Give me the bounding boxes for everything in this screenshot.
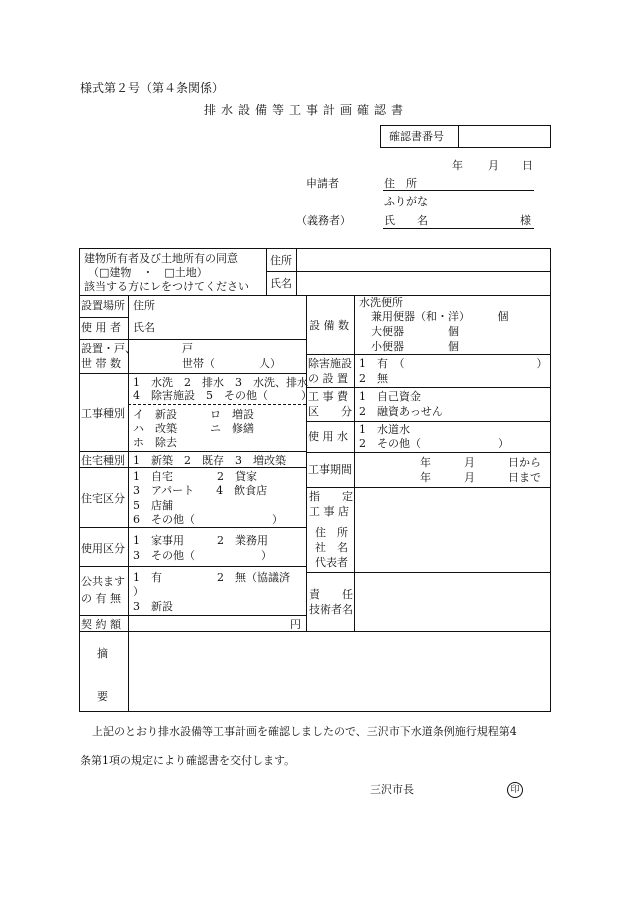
work-option-a1[interactable]: 1 水洗 2 排水 3 水洗、排水 [133,376,308,389]
housing-type-options[interactable]: 1 新築 2 既存 3 増改築 [133,454,286,467]
work-option-b3[interactable]: ホ 除去 [133,436,177,449]
date-month: 月 [488,159,499,172]
consent-address-label: 住所 [270,254,292,267]
flush-toilet: 水洗便所 [359,296,403,309]
cost-label-2: 区 分 [308,405,352,418]
applicant-address-line [383,190,534,191]
user-label: 使 用 者 [81,321,121,334]
footer-text-1: 上記のとおり排水設備等工事計画を確認しましたので、三沢市下水道条例施行規程第4 [92,725,517,738]
use-option-2[interactable]: 3 その他（ ） [133,549,272,562]
equipment-label: 設 備 数 [309,319,349,332]
cost-option-1[interactable]: 1 自己資金 [359,390,421,403]
confirmation-number-label: 確認書番号 [389,130,444,143]
work-type-label: 工事種別 [81,407,125,420]
document-title: 排水設備等工事計画確認書 [204,103,409,117]
public-label-2: の 有 無 [81,592,121,605]
water-option-1[interactable]: 1 水道水 [359,423,410,436]
treatment-option-1[interactable]: 1 有 （ ） [359,357,548,370]
housing-option-3[interactable]: 5 店舗 [133,499,173,512]
applicant-seal-mark: 様 [520,214,531,227]
big-toilet[interactable]: 大便器 個 [371,325,459,338]
furigana-label: ふりがな [384,195,428,208]
period-to[interactable]: 年 月 日まで [420,471,541,484]
public-option-3[interactable]: 3 新設 [133,600,173,613]
public-option-1[interactable]: 1 有 2 無（協議済 [133,571,290,584]
applicant-address-label: 住 所 [384,177,417,190]
housing-option-2[interactable]: 3 アパート 4 飲食店 [133,484,268,497]
form-number: 様式第２号（第４条関係） [80,81,225,95]
contractor-label-1: 指 定 [309,490,353,503]
consent-name-label: 氏名 [270,277,292,290]
housing-type-label: 住宅種別 [81,454,125,467]
user-name[interactable]: 氏名 [133,321,155,334]
contract-label: 契 約 額 [81,618,121,631]
date-day: 日 [522,159,533,172]
units-setai[interactable]: 世帯（ 人） [182,357,281,370]
contractor-label-4: 社 名 [315,541,348,554]
use-option-1[interactable]: 1 家事用 2 業務用 [133,534,268,547]
work-option-b1[interactable]: イ 新設 ロ 増設 [133,408,254,421]
cost-option-2[interactable]: 2 融資あっせん [359,405,443,418]
contractor-label-5: 代表者 [315,556,348,569]
work-option-a2[interactable]: 4 除害施設 5 その他（ ） [133,389,312,402]
remarks-label-bottom: 要 [97,690,108,703]
consent-line-1: 建物所有者及び土地所有の同意 [84,252,238,265]
treatment-label-2: の 設 置 [308,372,348,385]
contract-unit: 円 [290,618,301,631]
housing-option-4[interactable]: 6 その他（ ） [133,513,283,526]
obligor-label: （義務者） [296,214,351,227]
work-option-b2[interactable]: ハ 改築 ニ 修繕 [133,422,254,435]
period-label: 工事期間 [308,463,352,476]
mayor-label: 三沢市長 [370,783,414,796]
combined-toilet[interactable]: 兼用便器（和・洋） 個 [371,310,509,323]
applicant-label: 申請者 [306,177,339,190]
site-address[interactable]: 住所 [133,299,155,312]
public-label-1: 公共ます [81,575,125,588]
applicant-name-label: 氏 名 [384,214,428,227]
engineer-label-2: 技術者名 [309,603,353,616]
consent-line-3: 該当する方にレをつけてください [84,280,249,293]
footer-text-2: 条第1項の規定により確認書を交付します。 [80,754,296,767]
applicant-name-line [383,228,534,229]
period-from[interactable]: 年 月 日から [420,456,541,469]
date-year: 年 [452,159,463,172]
contractor-label-3: 住 所 [315,526,348,539]
engineer-label-1: 責 任 [309,588,353,601]
official-seal-icon: 印 [507,782,523,798]
units-label-1: 設置・戸、 [81,342,136,355]
use-label: 使用区分 [81,542,125,555]
housing-option-1[interactable]: 1 自宅 2 貸家 [133,470,257,483]
treatment-option-2[interactable]: 2 無 [359,372,388,385]
water-option-2[interactable]: 2 その他（ ） [359,437,509,450]
units-label-2: 世 帯 数 [81,357,121,370]
public-option-2: ） [133,585,144,598]
housing-div-label: 住宅区分 [81,492,125,505]
small-toilet[interactable]: 小便器 個 [371,340,459,353]
units-ko[interactable]: 戸 [182,342,193,355]
water-label: 使 用 水 [308,430,348,443]
site-label: 設置場所 [81,299,125,312]
contractor-label-2: 工 事 店 [309,505,349,518]
cost-label-1: 工 事 費 [308,390,348,403]
treatment-label-1: 除害施設 [308,357,352,370]
remarks-label-top: 摘 [97,647,108,660]
consent-line-2[interactable]: （□建物 ・ □土地） [88,266,208,279]
